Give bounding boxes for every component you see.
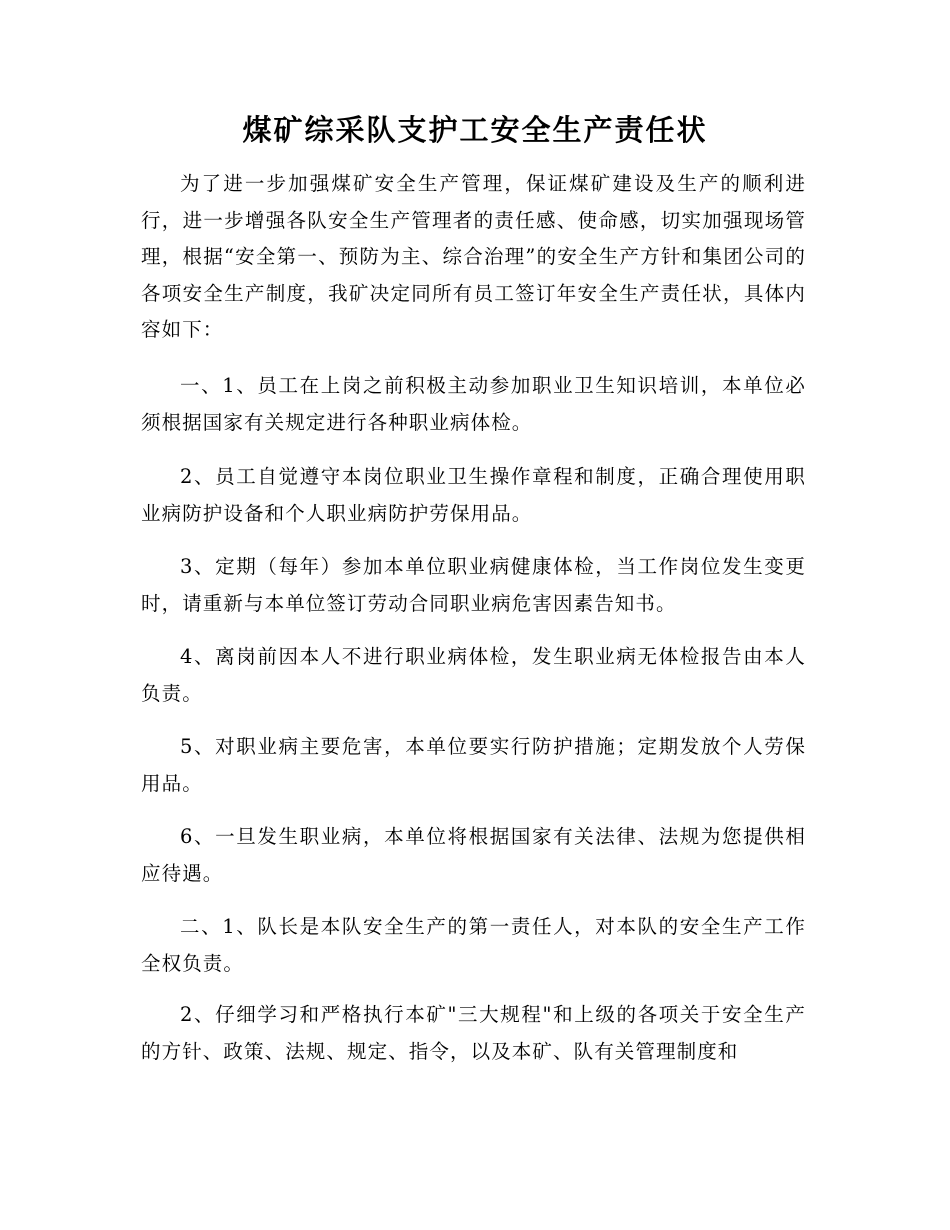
paragraph-text: 4、离岗前因本人不进行职业病体检，发生职业病无体检报告由本人负责。 bbox=[141, 645, 806, 705]
paragraph-intro bbox=[141, 166, 806, 349]
paragraph-item-1-4 bbox=[141, 639, 806, 712]
paragraph-text: 一、1、员工在上岗之前积极主动参加职业卫生知识培训，本单位必须根据国家有关规定进行各种职业病体检。 bbox=[141, 374, 806, 434]
paragraph-text: 6、一旦发生职业病，本单位将根据国家有关法律、法规为您提供相应待遇。 bbox=[141, 825, 806, 885]
paragraph-text: 5、对职业病主要危害，本单位要实行防护措施；定期发放个人劳保用品。 bbox=[141, 735, 806, 795]
paragraph-item-2-1 bbox=[141, 909, 806, 982]
paragraph-item-1-5 bbox=[141, 729, 806, 802]
paragraph-text: 为了进一步加强煤矿安全生产管理，保证煤矿建设及生产的顺利进行，进一步增强各队安全生产管理者的责任感、使命感，切实加强现场管理，根据“安全第一、预防为主、综合治理”的安全生产方针和集团公司的各项安全生产制度，我矿决定同所有员工签订年安全生产责任状，具体内容如下： bbox=[141, 172, 806, 341]
paragraph-text: 二、1、队长是本队安全生产的第一责任人，对本队的安全生产工作全权负责。 bbox=[141, 915, 806, 975]
paragraph-item-1-1 bbox=[141, 368, 806, 441]
paragraph-item-1-3 bbox=[141, 549, 806, 622]
paragraph-item-1-2 bbox=[141, 459, 806, 532]
paragraph-text: 2、仔细学习和严格执行本矿"三大规程"和上级的各项关于安全生产的方针、政策、法规、规定、指令，以及本矿、队有关管理制度和 bbox=[141, 1003, 806, 1063]
paragraph-text: 3、定期（每年）参加本单位职业病健康体检，当工作岗位发生变更时，请重新与本单位签订劳动合同职业病危害因素告知书。 bbox=[141, 555, 806, 615]
document-title: 煤矿综采队支护工安全生产责任状 bbox=[242, 113, 708, 147]
paragraph-item-2-2 bbox=[141, 997, 806, 1070]
paragraph-text: 2、员工自觉遵守本岗位职业卫生操作章程和制度，正确合理使用职业病防护设备和个人职业病防护劳保用品。 bbox=[141, 465, 806, 525]
paragraph-item-1-6 bbox=[141, 819, 806, 892]
